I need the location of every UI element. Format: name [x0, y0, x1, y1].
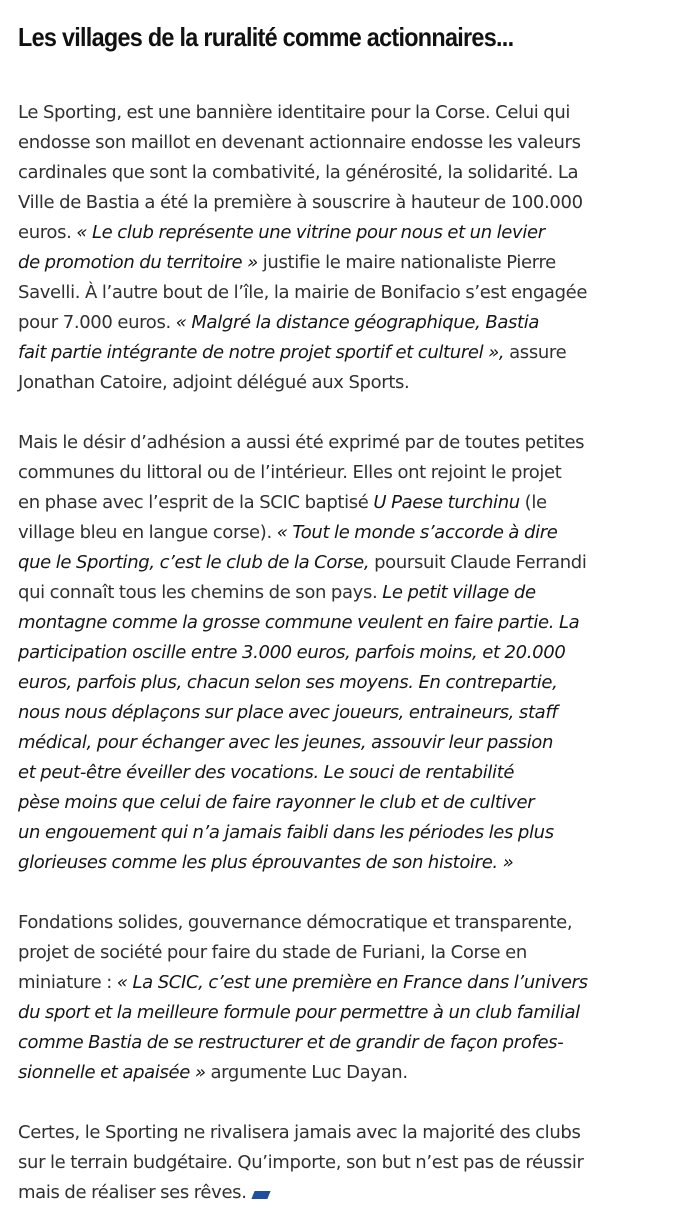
paragraph-line [18, 818, 618, 848]
paragraph-line [18, 1118, 618, 1148]
paragraph-line [18, 98, 618, 128]
paragraph-line [18, 998, 618, 1028]
quote-text: médical, pour échanger avec les jeunes, assouvir leur passion [18, 732, 554, 753]
paragraph-line [18, 518, 618, 548]
quote-text: U Paese turchinu [373, 492, 520, 513]
body-text: euros. [18, 222, 77, 243]
article-title: Les villages de la ruralité comme actionnaires... [18, 22, 514, 52]
article-body [18, 98, 618, 1208]
paragraph-line [18, 638, 618, 668]
quote-text: du sport et la meilleure formule pour permettre à un club familial [18, 1002, 580, 1023]
paragraph-line [18, 578, 618, 608]
article-paragraph [18, 428, 618, 878]
quote-text: que le Sporting, c’est le club de la Corse, [18, 552, 370, 573]
body-text: poursuit Claude Ferrandi [369, 552, 587, 573]
paragraph-line [18, 428, 618, 458]
paragraph-line [18, 698, 618, 728]
paragraph-line [18, 278, 618, 308]
body-text: endosse son maillot en devenant actionnaire endosse les valeurs [18, 132, 581, 153]
quote-text: montagne comme la grosse commune veulent en faire partie. La [18, 612, 580, 633]
quote-text: Le petit village de [382, 582, 536, 603]
article [18, 18, 618, 1208]
paragraph-line [18, 128, 618, 158]
paragraph-line [18, 1148, 618, 1178]
quote-text: un engouement qui n’a jamais faibli dans les périodes les plus [18, 822, 554, 843]
paragraph-line [18, 488, 618, 518]
body-text: cardinales que sont la combativité, la générosité, la solidarité. La [18, 162, 579, 183]
body-text: mais de réaliser ses rêves. [18, 1182, 247, 1203]
body-text: Mais le désir d’adhésion a aussi été exprimé par de toutes petites [18, 432, 585, 453]
paragraph-line [18, 968, 618, 998]
body-text: Jonathan Catoire, adjoint délégué aux Sports. [18, 372, 410, 393]
article-paragraph [18, 98, 618, 398]
body-text: projet de société pour faire du stade de Furiani, la Corse en [18, 942, 527, 963]
end-of-article-icon [251, 1191, 270, 1199]
body-text: Fondations solides, gouvernance démocratique et transparente, [18, 912, 573, 933]
quote-text: « La SCIC, c’est une première en France dans l’univers [116, 972, 588, 993]
paragraph-line [18, 248, 618, 278]
body-text: qui connaît tous les chemins de son pays. [18, 582, 383, 603]
body-text: pour 7.000 euros. [18, 312, 176, 333]
paragraph-line [18, 848, 618, 878]
paragraph-line [18, 188, 618, 218]
body-text: justifie le maire nationaliste Pierre [257, 252, 556, 273]
quote-text: fait partie intégrante de notre projet sportif et culturel », [18, 342, 505, 363]
quote-text: « Tout le monde s’accorde à dire [276, 522, 558, 543]
paragraph-line [18, 1058, 618, 1088]
body-text: Certes, le Sporting ne rivalisera jamais avec la majorité des clubs [18, 1122, 581, 1143]
paragraph-line [18, 728, 618, 758]
quote-text: de promotion du territoire » [18, 252, 258, 273]
body-text: Savelli. À l’autre bout de l’île, la mairie de Bonifacio s’est engagée [18, 282, 588, 303]
paragraph-line [18, 908, 618, 938]
quote-text: participation oscille entre 3.000 euros, parfois moins, et 20.000 [18, 642, 566, 663]
body-text: village bleu en langue corse). [18, 522, 277, 543]
paragraph-line [18, 938, 618, 968]
quote-text: comme Bastia de se restructurer et de grandir de façon profes- [18, 1032, 564, 1053]
body-text: miniature : [18, 972, 117, 993]
body-text: Le Sporting, est une bannière identitaire pour la Corse. Celui qui [18, 102, 571, 123]
body-text: Ville de Bastia a été la première à souscrire à hauteur de 100.000 [18, 192, 583, 213]
paragraph-line [18, 758, 618, 788]
quote-text: euros, parfois plus, chacun selon ses moyens. En contrepartie, [18, 672, 558, 693]
body-text: en phase avec l’esprit de la SCIC baptisé [18, 492, 374, 513]
paragraph-line [18, 608, 618, 638]
body-text: communes du littoral ou de l’intérieur. Elles ont rejoint le projet [18, 462, 562, 483]
body-text: (le [519, 492, 547, 513]
paragraph-line [18, 668, 618, 698]
paragraph-line [18, 788, 618, 818]
body-text: argumente Luc Dayan. [205, 1062, 408, 1083]
quote-text: sionnelle et apaisée » [18, 1062, 206, 1083]
quote-text: « Malgré la distance géographique, Bastia [175, 312, 540, 333]
body-text: sur le terrain budgétaire. Qu’importe, son but n’est pas de réussir [18, 1152, 584, 1173]
paragraph-line [18, 1028, 618, 1058]
paragraph-line [18, 1178, 618, 1208]
paragraph-line [18, 308, 618, 338]
article-paragraph [18, 908, 618, 1088]
quote-text: glorieuses comme les plus éprouvantes de son histoire. » [18, 852, 514, 873]
paragraph-line [18, 458, 618, 488]
paragraph-line [18, 548, 618, 578]
article-paragraph [18, 1118, 618, 1208]
paragraph-line [18, 338, 618, 368]
paragraph-line [18, 368, 618, 398]
quote-text: et peut-être éveiller des vocations. Le souci de rentabilité [18, 762, 515, 783]
quote-text: « Le club représente une vitrine pour nous et un levier [76, 222, 545, 243]
paragraph-line [18, 218, 618, 248]
quote-text: pèse moins que celui de faire rayonner le club et de cultiver [18, 792, 535, 813]
quote-text: nous nous déplaçons sur place avec joueurs, entraineurs, staff [18, 702, 558, 723]
body-text: assure [504, 342, 567, 363]
paragraph-line [18, 158, 618, 188]
